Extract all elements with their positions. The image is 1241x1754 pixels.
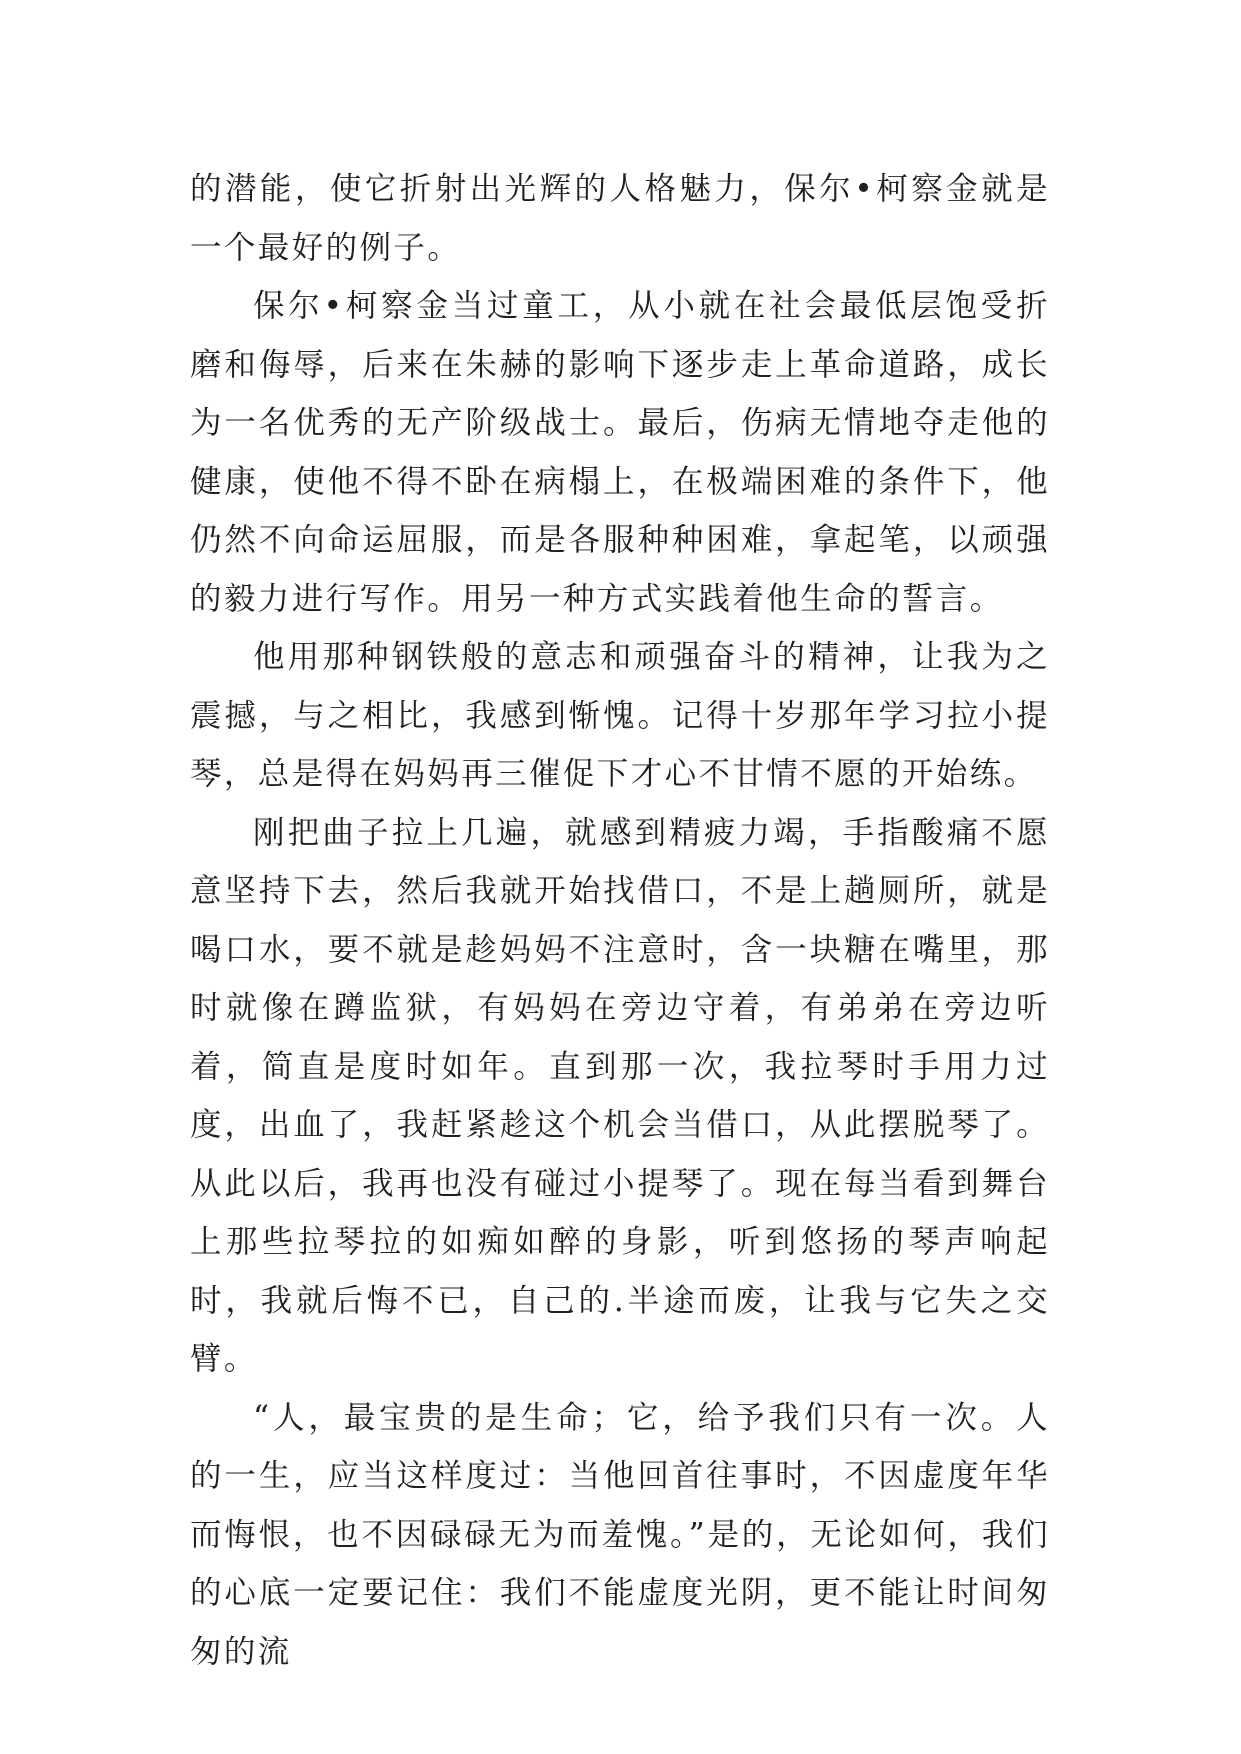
- paragraph-3: 他用那种钢铁般的意志和顽强奋斗的精神，让我为之震撼，与之相比，我感到惭愧。记得十岁那年学习拉小提琴，总是得在妈妈再三催促下才心不甘情不愿的开始练。: [190, 639, 1050, 792]
- paragraph-4: 刚把曲子拉上几遍，就感到精疲力竭，手指酸痛不愿意坚持下去，然后我就开始找借口，不是上趟厕所，就是喝口水，要不就是趁妈妈不注意时，含一块糖在嘴里，那时就像在蹲监狱，有妈妈在旁边守着，有弟弟在旁边听着，简直是度时如年。直到那一次，我拉琴时手用力过度，出血了，我赶紧趁这个机会当借口，从此摆脱琴了。从此以后，我再也没有碰过小提琴了。现在每当看到舞台上那些拉琴拉的如痴如醉的身影，听到悠扬的琴声响起时，我就后悔不已，自己的.半途而废，让我与它失之交臂。: [190, 814, 1050, 1377]
- paragraph-5: “人，最宝贵的是生命；它，给予我们只有一次。人的一生，应当这样度过：当他回首往事时，不因虚度年华而悔恨，也不因碌碌无为而羞愧。”是的，无论如何，我们的心底一定要记住：我们不能虚度光阴，更不能让时间匆匆的流: [190, 1399, 1050, 1670]
- body-text: [190, 160, 1050, 1681]
- paragraph-2: 保尔•柯察金当过童工，从小就在社会最低层饱受折磨和侮辱，后来在朱赫的影响下逐步走上革命道路，成长为一名优秀的无产阶级战士。最后，伤病无情地夺走他的健康，使他不得不卧在病榻上，在极端困难的条件下，他仍然不向命运屈服，而是各服种种困难，拿起笔，以顽强的毅力进行写作。用另一种方式实践着他生命的誓言。: [190, 288, 1050, 617]
- paragraph-1: 的潜能，使它折射出光辉的人格魅力，保尔•柯察金就是一个最好的例子。: [190, 171, 1050, 266]
